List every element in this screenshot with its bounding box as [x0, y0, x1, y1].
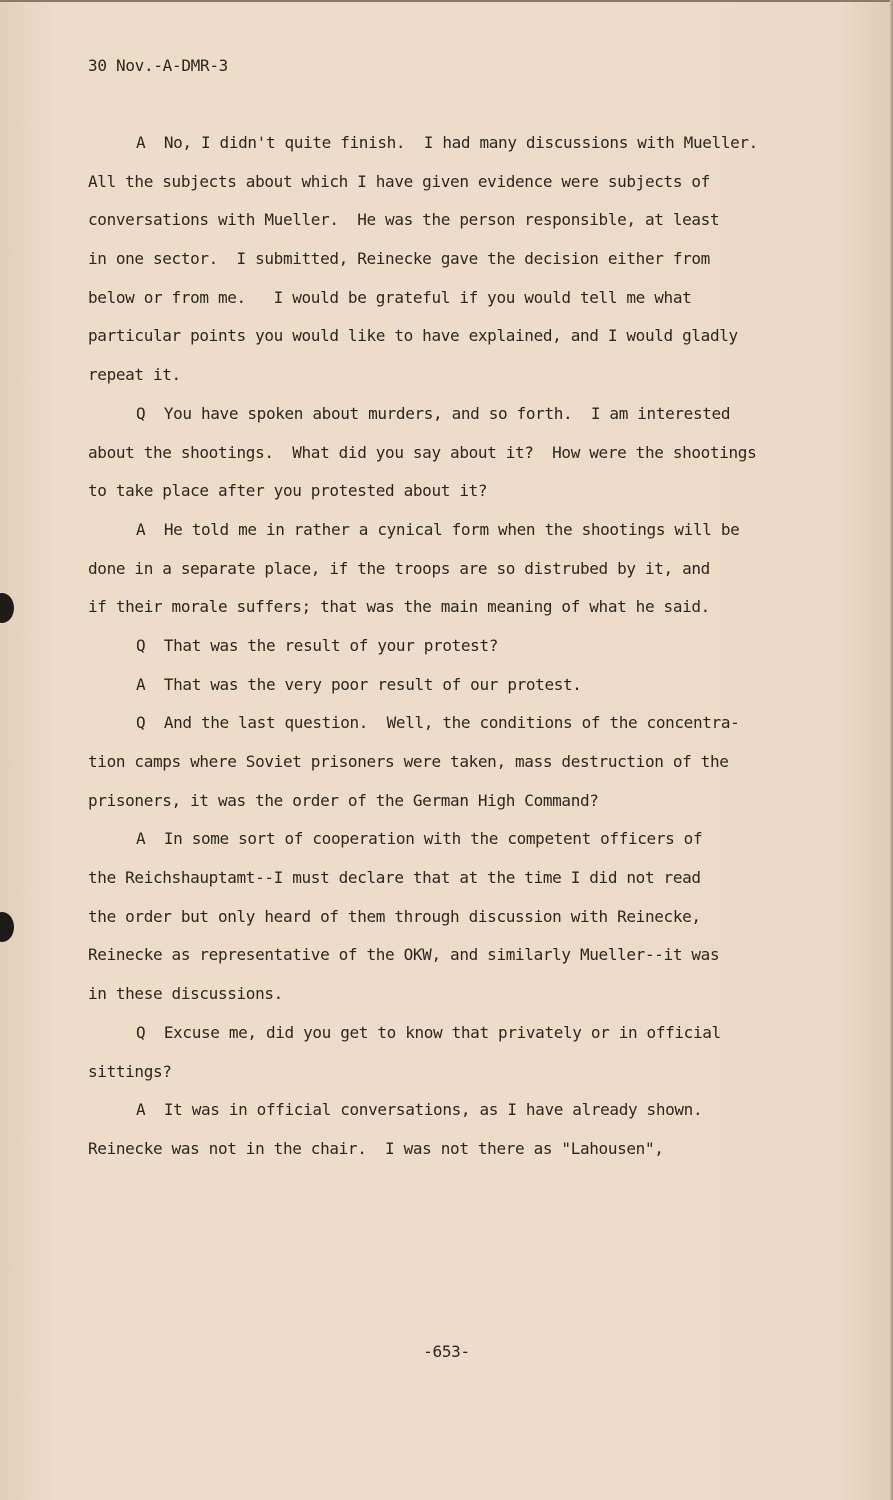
transcript-line: about the shootings. What did you say about it? How were the shootings: [88, 442, 757, 462]
transcript-line: Q You have spoken about murders, and so forth. I am interested: [136, 403, 731, 423]
transcript-line: A No, I didn't quite finish. I had many discussions with Mueller.: [136, 133, 758, 152]
punch-hole-lower: [0, 912, 14, 942]
transcript-line: A That was the very poor result of our protest.: [136, 674, 582, 694]
page-number: -653-: [423, 1342, 470, 1361]
transcript-line: Q And the last question. Well, the conditions of the concentra-: [136, 713, 740, 733]
scan-edge-top: [0, 0, 893, 2]
transcript-line: Reinecke was not in the chair. I was not there as "Lahousen",: [88, 1138, 664, 1158]
transcript-line: sittings?: [88, 1061, 172, 1081]
transcript-line: prisoners, it was the order of the German High Command?: [88, 790, 599, 810]
transcript-line: tion camps where Soviet prisoners were taken, mass destruction of the: [88, 752, 729, 771]
transcript-line: Reinecke as representative of the OKW, and similarly Mueller--it was: [88, 945, 720, 965]
transcript-line: A He told me in rather a cynical form when the shootings will be: [136, 519, 740, 539]
punch-hole-upper: [0, 593, 14, 623]
transcript-line: Q That was the result of your protest?: [136, 635, 499, 655]
transcript-line: particular points you would like to have explained, and I would gladly: [88, 326, 738, 346]
transcript-line: if their morale suffers; that was the main meaning of what he said.: [88, 597, 710, 617]
transcript-line: the Reichshauptamt--I must declare that at the time I did not read: [88, 868, 701, 888]
transcript-line: repeat it.: [88, 365, 181, 385]
transcript-line: All the subjects about which I have given evidence were subjects of: [88, 171, 710, 191]
transcript-line: Q Excuse me, did you get to know that privately or in official: [136, 1022, 721, 1042]
transcript-line: the order but only heard of them through discussion with Reinecke,: [88, 906, 701, 926]
transcript-line: A In some sort of cooperation with the competent officers of: [136, 829, 703, 849]
transcript-body: [88, 124, 808, 1169]
page-header: 30 Nov.-A-DMR-3: [88, 56, 228, 75]
transcript-line: below or from me. I would be grateful if you would tell me what: [88, 287, 692, 307]
transcript-line: A It was in official conversations, as I have already shown.: [136, 1100, 703, 1120]
transcript-line: done in a separate place, if the troops are so distrubed by it, and: [88, 558, 710, 578]
transcript-line: to take place after you protested about it?: [88, 481, 488, 501]
transcript-line: conversations with Mueller. He was the person responsible, at least: [88, 210, 720, 230]
transcript-line: in these discussions.: [88, 984, 283, 1004]
transcript-line: in one sector. I submitted, Reinecke gave the decision either from: [88, 249, 710, 269]
